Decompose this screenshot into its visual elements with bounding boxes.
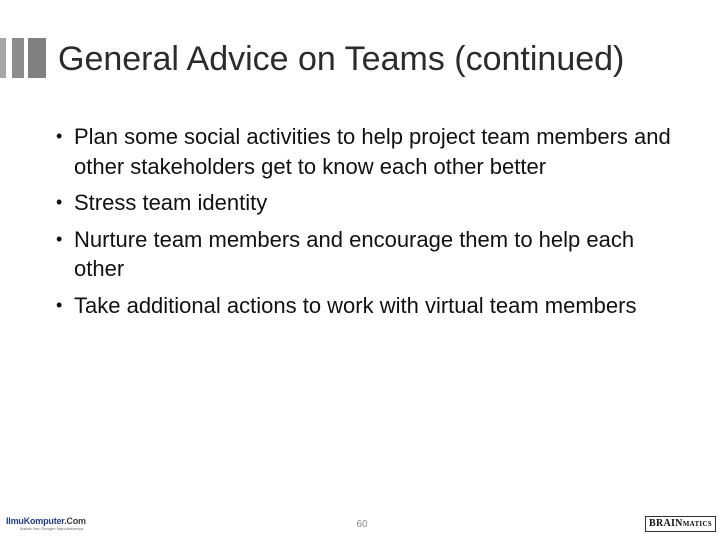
bullet-item (56, 188, 676, 218)
brainmatics-logo-suffix: MATICS (682, 520, 712, 528)
title-accent-bar (0, 38, 6, 78)
bullet-item (56, 291, 676, 321)
bullet-text: Nurture team members and encourage them to help each other (74, 226, 635, 281)
title-accent-bars (0, 38, 50, 78)
bullet-item (56, 122, 676, 181)
logo-main-text: IlmuKomputer (6, 516, 65, 526)
bullet-text: Take additional actions to work with virtual team members (74, 292, 637, 318)
page-number: 60 (356, 519, 368, 530)
bullet-icon: • (56, 228, 63, 249)
logo-tagline: Ikatlah Ilmu Dengan Menuliskannya (20, 526, 84, 531)
logo-suffix-text: .Com (64, 516, 86, 526)
bullet-item (56, 225, 676, 284)
bullet-icon: • (56, 126, 63, 146)
bullet-text: Stress team identity (74, 190, 268, 215)
bullet-list (56, 122, 676, 327)
title-accent-bar (28, 38, 46, 78)
brainmatics-logo-main: BRAIN (648, 518, 683, 529)
ilmukomputer-logo (6, 516, 86, 530)
brainmatics-logo (645, 516, 716, 532)
slide-title: General Advice on Teams (continued) (58, 40, 625, 78)
bullet-icon: • (56, 294, 63, 315)
bullet-icon: • (56, 192, 63, 212)
bullet-text: Plan some social activities to help project team members and other stakeholders get to know each other better (74, 124, 671, 179)
title-accent-bar (12, 38, 24, 78)
